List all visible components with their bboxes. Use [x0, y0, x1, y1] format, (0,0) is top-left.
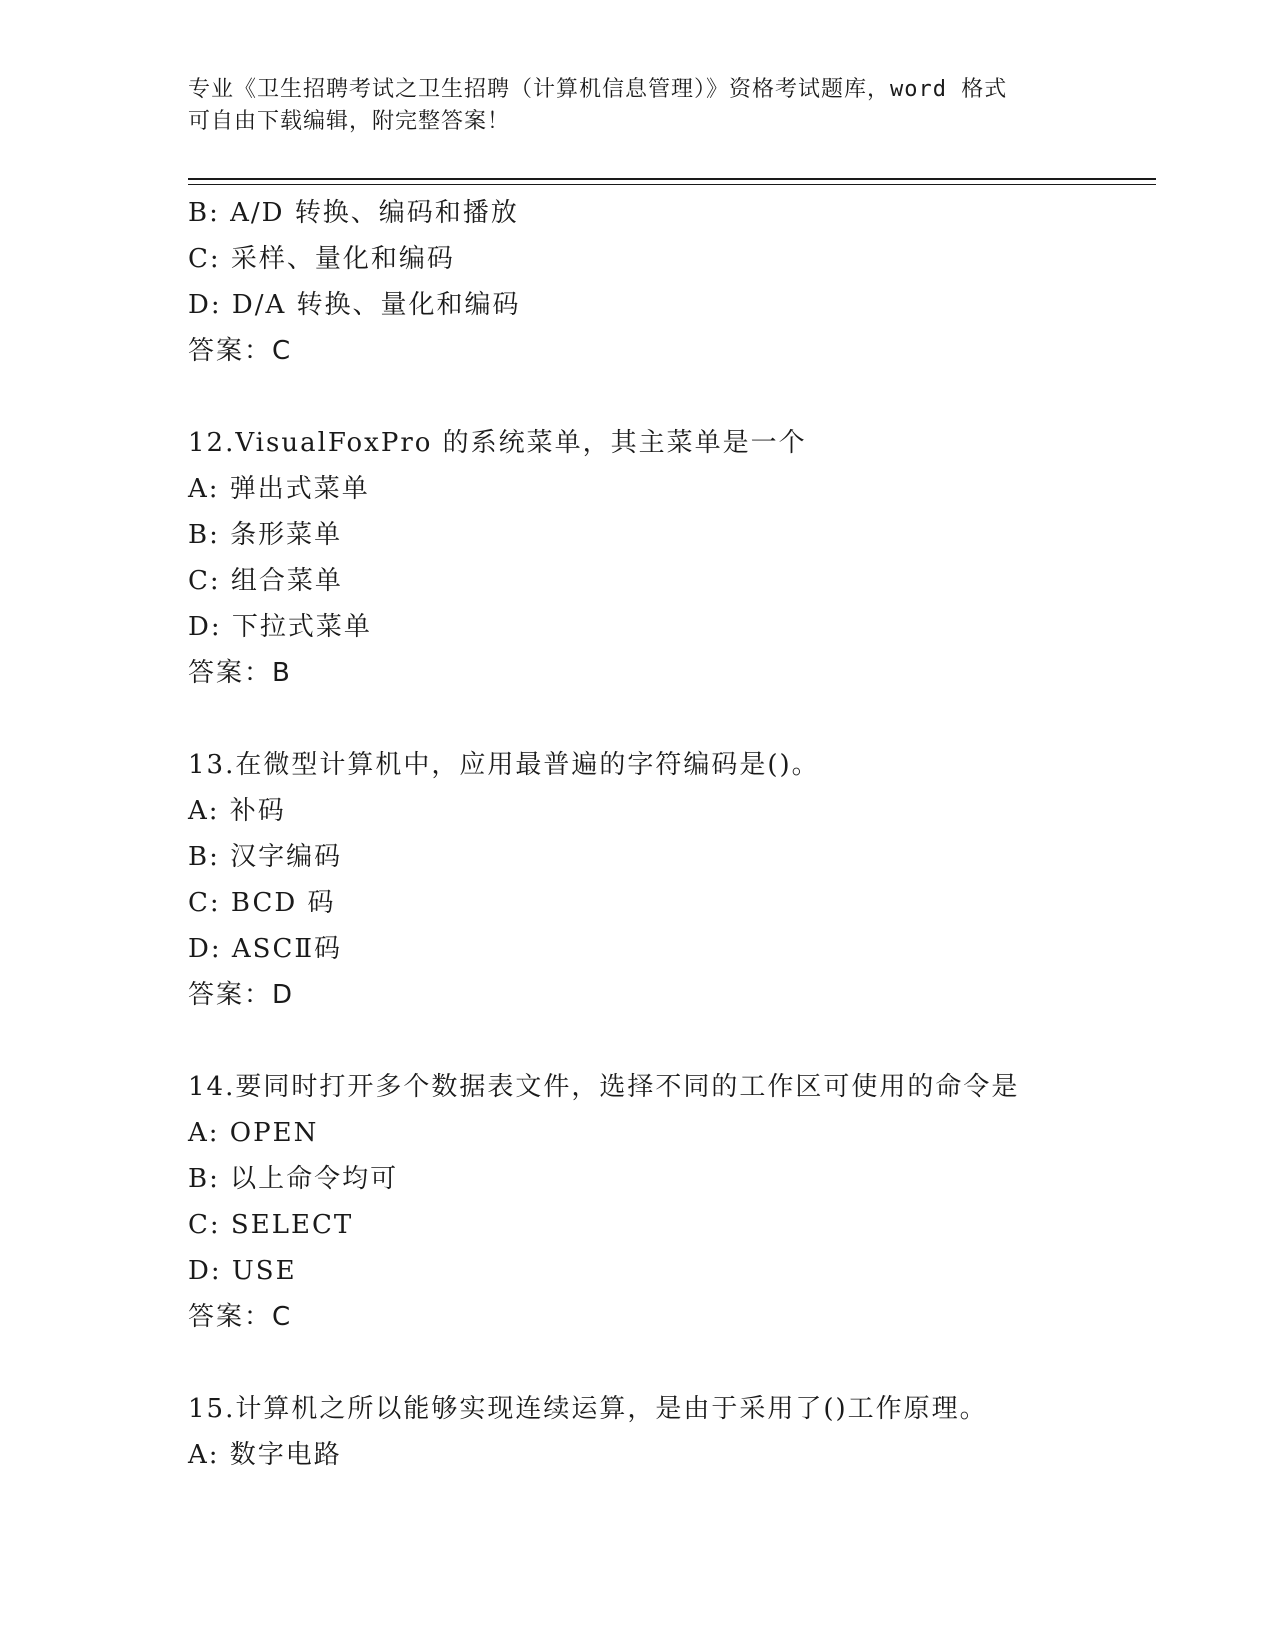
- option-b: B: A/D 转换、编码和播放: [188, 198, 519, 228]
- question-15: [188, 1386, 1168, 1478]
- option-b: B: 汉字编码: [188, 842, 343, 872]
- answer: 答案：C: [188, 336, 293, 366]
- answer: 答案：B: [188, 658, 292, 688]
- header-rule-thin: [188, 184, 1156, 185]
- option-d: D: USE: [188, 1256, 297, 1286]
- option-a: A: 补码: [188, 796, 286, 826]
- option-a: A: 数字电路: [188, 1440, 342, 1470]
- question-stem: 12.VisualFoxPro 的系统菜单，其主菜单是一个: [188, 428, 807, 458]
- question-stem: 15.计算机之所以能够实现连续运算，是由于采用了()工作原理。: [188, 1394, 988, 1424]
- option-c: C: 采样、量化和编码: [188, 244, 455, 274]
- option-c: C: 组合菜单: [188, 566, 343, 596]
- option-a: A: OPEN: [188, 1118, 319, 1148]
- answer: 答案：D: [188, 980, 295, 1010]
- question-14: [188, 1064, 1168, 1340]
- option-a: A: 弹出式菜单: [188, 474, 370, 504]
- option-c: C: BCD 码: [188, 888, 336, 918]
- option-d: D: 下拉式菜单: [188, 612, 372, 642]
- question-12: [188, 420, 1168, 696]
- question-11-tail: [188, 190, 1168, 374]
- header-line-1: 专业《卫生招聘考试之卫生招聘（计算机信息管理）》资格考试题库，word 格式: [188, 77, 1008, 102]
- answer: 答案：C: [188, 1302, 293, 1332]
- option-d: D: D/A 转换、量化和编码: [188, 290, 521, 320]
- document-header: [188, 74, 1088, 138]
- header-line-2: 可自由下载编辑，附完整答案！: [188, 109, 511, 134]
- option-d: D: ASCⅡ码: [188, 934, 343, 964]
- question-stem: 14.要同时打开多个数据表文件，选择不同的工作区可使用的命令是: [188, 1072, 1020, 1102]
- header-rule-thick: [188, 178, 1156, 180]
- question-13: [188, 742, 1168, 1018]
- option-b: B: 条形菜单: [188, 520, 343, 550]
- option-c: C: SELECT: [188, 1210, 354, 1240]
- option-b: B: 以上命令均可: [188, 1164, 399, 1194]
- question-stem: 13.在微型计算机中，应用最普遍的字符编码是()。: [188, 750, 820, 780]
- question-list: [188, 190, 1168, 1478]
